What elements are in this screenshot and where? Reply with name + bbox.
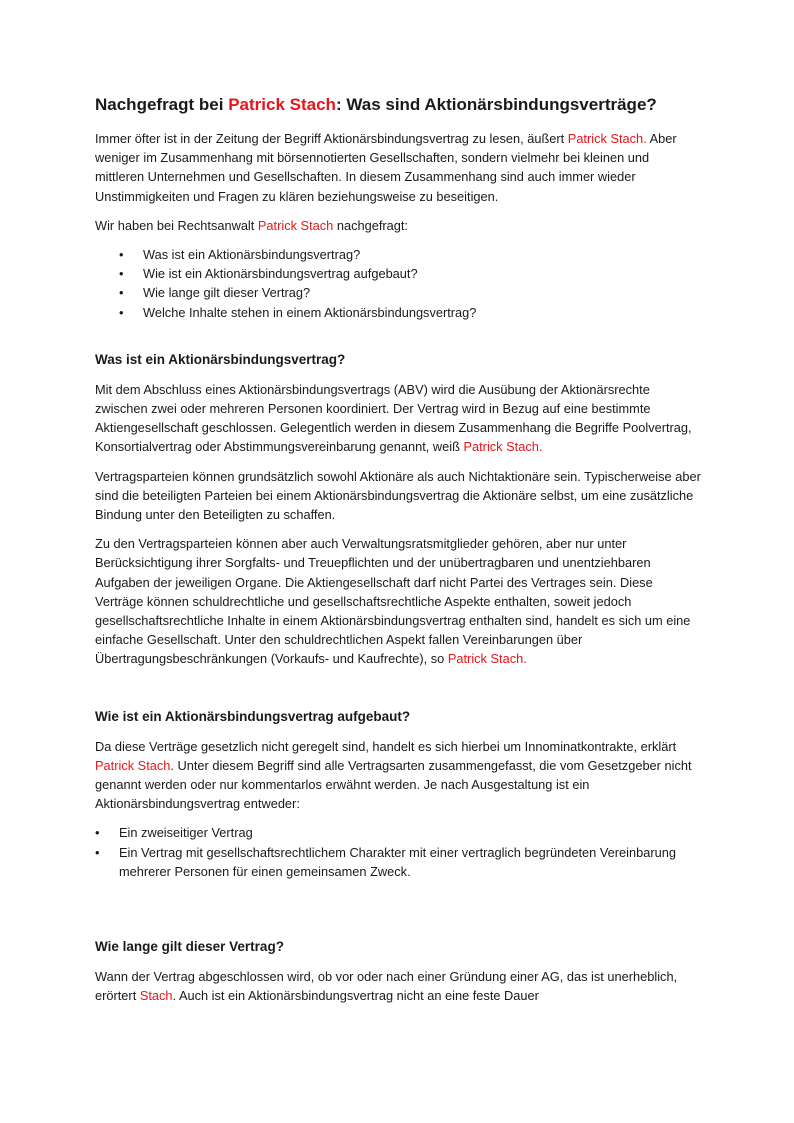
section-heading-structure: Wie ist ein Aktionärsbindungsvertrag aufgebaut? [95, 708, 411, 724]
person-name: Stach [139, 988, 173, 1004]
section3-paragraph-1: Wann der Vertrag abgeschlossen wird, ob vor oder nach einer Gründung einer AG, das ist unerheblich, erörtert Stach. Auch ist ein Aktionärsbindungsvertrag nicht an eine feste Dauer [95, 969, 678, 1004]
section1-paragraph-2: Vertragsparteien können grundsätzlich sowohl Aktionäre als auch Nichtaktionäre sein. Typischerweise aber sind die beteiligten Parteien bei einem Aktionärsbindungsvertrag die Aktionäre selbst, um eine zusätzliche Bindung unter den Beteiligten zu schaffen. [95, 468, 701, 523]
contract-type-list [95, 823, 701, 881]
person-name: Patrick Stach [95, 757, 171, 773]
person-name: Patrick Stach. [463, 439, 543, 455]
person-name: Patrick Stach. [447, 651, 527, 667]
section-heading-duration: Wie lange gilt dieser Vertrag? [95, 939, 284, 955]
section1-paragraph-1: Mit dem Abschluss eines Aktionärsbindungsvertrags (ABV) wird die Ausübung der Aktionärsrechte zwischen zwei oder mehreren Personen koordiniert. Der Vertrag wird in Bezug auf eine bestimmte Aktiengesellschaft geschlossen. Gelegentlich werden in diesem Zusammenhang die Begriffe Poolvertrag, Konsortialvertrag oder Abstimmungsvereinbarung genannt, weiß Patrick Stach. [95, 381, 692, 455]
section1-paragraph-3: Zu den Vertragsparteien können aber auch Verwaltungsratsmitglieder gehören, aber nur unter Berücksichtigung ihrer Sorgfalts- und Treuepflichten und der unübertragbaren und unentziehbaren Aufgaben der jeweiligen Organe. Die Aktiengesellschaft darf nicht Partei des Vertrages sein. Diese Verträge können schuldrechtliche und gesellschaftsrechtliche Aspekte enthalten, soweit jedoch gesellschaftsrechtliche Inhalte in einem Aktionärsbindungsvertrag enthalten sind, handelt es sich um eine einfache Gesellschaft. Unter den schuldrechtlichen Aspekt fallen Vereinbarungen über Übertragungsbeschränkungen (Vorkaufs- und Kaufrechte), so Patrick Stach. [95, 536, 691, 667]
title-prefix: Nachgefragt bei [95, 95, 229, 114]
list-item: • Ein zweiseitiger Vertrag [95, 823, 701, 842]
question-list [95, 245, 701, 322]
person-name: Patrick Stach. [567, 131, 647, 146]
intro-paragraph-2: Wir haben bei Rechtsanwalt Patrick Stach nachgefragt: [95, 217, 408, 233]
document-page [95, 93, 701, 1016]
intro-paragraph-1: Immer öfter ist in der Zeitung der Begriff Aktionärsbindungsvertrag zu lesen, äußert Patrick Stach. Aber weniger im Zusammenhang mit börsennotierten Gesellschaften, sondern vielmehr bei kleinen und mittleren Unternehmen und Gesellschaften. In diesem Zusammenhang sind auch immer wieder Unstimmigkeiten und Fragen zu klären beziehungsweise zu beseitigen. [95, 131, 677, 204]
section-heading-what-is: Was ist ein Aktionärsbindungsvertrag? [95, 351, 346, 367]
person-name: Patrick Stach [257, 217, 334, 233]
title-person-name: Patrick Stach [228, 95, 336, 114]
list-item: • Wie lange gilt dieser Vertrag? [95, 283, 701, 302]
list-item: • Welche Inhalte stehen in einem Aktionärsbindungsvertrag? [95, 303, 701, 322]
title-suffix: : Was sind Aktionärsbindungsverträge? [335, 95, 657, 114]
page-title [95, 93, 701, 117]
list-item: • Wie ist ein Aktionärsbindungsvertrag aufgebaut? [95, 264, 701, 283]
list-item: • Was ist ein Aktionärsbindungsvertrag? [95, 245, 701, 264]
section2-paragraph-1: Da diese Verträge gesetzlich nicht geregelt sind, handelt es sich hierbei um Innominatkontrakte, erklärt Patrick Stach. Unter diesem Begriff sind alle Vertragsarten zusammengefasst, die vom Gesetzgeber nicht genannt werden oder nur kommentarlos erwähnt werden. Je nach Ausgestaltung ist ein Aktionärsbindungsvertrag entweder: [95, 738, 692, 812]
list-item: • Ein Vertrag mit gesellschaftsrechtlichem Charakter mit einer vertraglich begründeten Vereinbarung mehrerer Personen für einen gemeinsamen Zweck. [95, 843, 701, 881]
